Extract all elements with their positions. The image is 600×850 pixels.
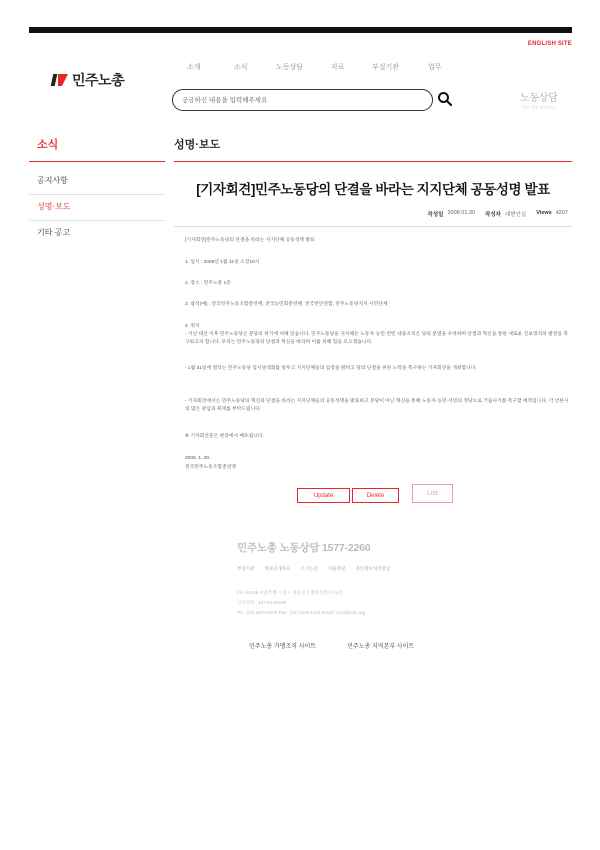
body-paragraph: 4. 취지 [185,324,200,329]
sidebar-item-notice[interactable]: 공지사항 [37,176,68,185]
search-button[interactable] [437,91,453,107]
footer-address-line: Tel : (02) 2670-9100 Fax : (02) 2635-1134 Email : kctu@kctu.org [237,610,366,615]
logo-text: 민주노총 [72,72,125,88]
footer-address [237,588,365,618]
english-site-link[interactable]: ENGLISH SITE [527,41,572,47]
nav-item-news[interactable]: 소식 [234,64,248,71]
top-bar [29,27,572,33]
meta-divider [174,226,572,227]
author-label: 작성자 [485,212,501,218]
nav-item-counsel[interactable]: 노동상담 [276,64,304,71]
footer-link[interactable]: 오시는길 [300,566,318,571]
body-paragraph: [기자회견]민주노동당의 단결을 바라는 지지단체 공동성명 발표 [185,238,315,243]
body-paragraph: - 지난 대선 이후 민주노동당은 분당의 위기에 처해 있습니다. 민주노동당을 지지해온 노동자·농민·빈민 대중조직은 당의 분열을 우려하며 단결과 혁신을 통한 새로운 진보정치의 발전을 촉구하고자 합니다. 우리는 민주노동당의 단결과 혁신을 바라며 이를 위해 힘을 모으겠습니다. [185,332,568,345]
footer-link[interactable]: 부설기관 [237,566,255,571]
article-meta [428,210,568,218]
author-value: 대변인실 [504,212,527,218]
delete-button[interactable]: Delete [352,488,399,503]
list-button[interactable]: List [412,484,453,503]
body-paragraph: - 기자회견에서는 민주노동당의 혁신과 단결을 바라는 지지단체들의 공동성명을 발표하고 분당이 아닌 혁신을 통해 노동자·농민·서민의 정당으로 거듭나기를 촉구할 예정입니다. 각 언론사의 많은 관심과 취재를 부탁드립니다. [185,399,569,412]
regional-sites-link[interactable]: 민주노총 지역본부 사이트 [347,644,415,650]
sidebar-divider [29,161,165,162]
nav-item-about[interactable]: 소개 [187,64,201,71]
body-paragraph: 2008. 1. 30. [185,456,211,461]
nav-item-affiliates[interactable]: 부설기관 [372,64,400,71]
logo[interactable] [52,70,124,90]
footer-link[interactable]: 개인정보처리방침 [355,566,391,571]
sidebar-item-statements[interactable]: 성명·보도 [37,202,71,211]
footer-links [237,566,400,572]
logo-mark-icon [52,74,68,86]
footer-address-line: 고유번호 : 107-82-08109 [237,600,287,605]
body-paragraph: 3. 참석(예) : 전국민주노동조합총연맹, 전국농민회총연맹, 전국빈민연합, 민주노동당지지 시민단체 [185,302,388,307]
footer-link[interactable]: 이용약관 [327,566,346,571]
body-paragraph: ※ 기자회견문은 현장에서 배포됩니다. [185,434,264,439]
counsel-subtitle: 전문 상담 바로가기 [522,105,556,110]
body-paragraph: 1. 일시 : 2008년 1월 31일 오전10시 [185,260,260,265]
affiliate-sites-link[interactable]: 민주노총 가맹조직 사이트 [249,644,317,650]
footer-address-line: (우) 04518 서울특별시 중구 정동길 3 경향신문사 14층 [237,590,343,595]
views-label: Views [536,210,552,216]
nav-item-work[interactable]: 업무 [428,64,442,71]
search-box [172,89,433,111]
footer-phone: 민주노총 노동상담 1577-2260 [237,542,371,554]
footer-sites [249,641,445,650]
search-input[interactable] [182,94,412,107]
search-icon [437,91,453,107]
main-nav [187,62,458,72]
body-paragraph: 2. 장소 : 민주노총 1층 [185,281,231,286]
sidebar-title: 소식 [37,139,59,151]
page-title-divider [174,161,572,162]
body-paragraph: 전국민주노동조합총연맹 [185,465,236,470]
date-label: 작성일 [427,212,444,218]
article-title: [기자회견]민주노동당의 단결을 바라는 지지단체 공동성명 발표 [196,182,550,197]
update-button[interactable]: Update [297,488,350,503]
sidebar-menu [37,175,71,253]
body-paragraph: - 1월 31일에 열리는 민주노동당 임시당대회를 앞두고 지지단체들의 입장을 밝히고 당의 단결을 위한 노력을 촉구하는 기자회견을 개최합니다. [185,366,477,371]
sidebar-separator [29,220,165,221]
views-value: 4207 [555,210,568,216]
footer-link[interactable]: 정보공개자료 [264,566,291,571]
counsel-title: 노동상담 [520,93,558,104]
sidebar-item-other-notices[interactable]: 기타 공고 [37,228,71,237]
sidebar-separator [29,194,165,195]
counsel-link[interactable] [520,89,557,111]
page-title: 성명·보도 [174,139,221,151]
nav-item-resources[interactable]: 자료 [331,64,345,71]
date-value: 2008.01.30 [447,210,476,216]
